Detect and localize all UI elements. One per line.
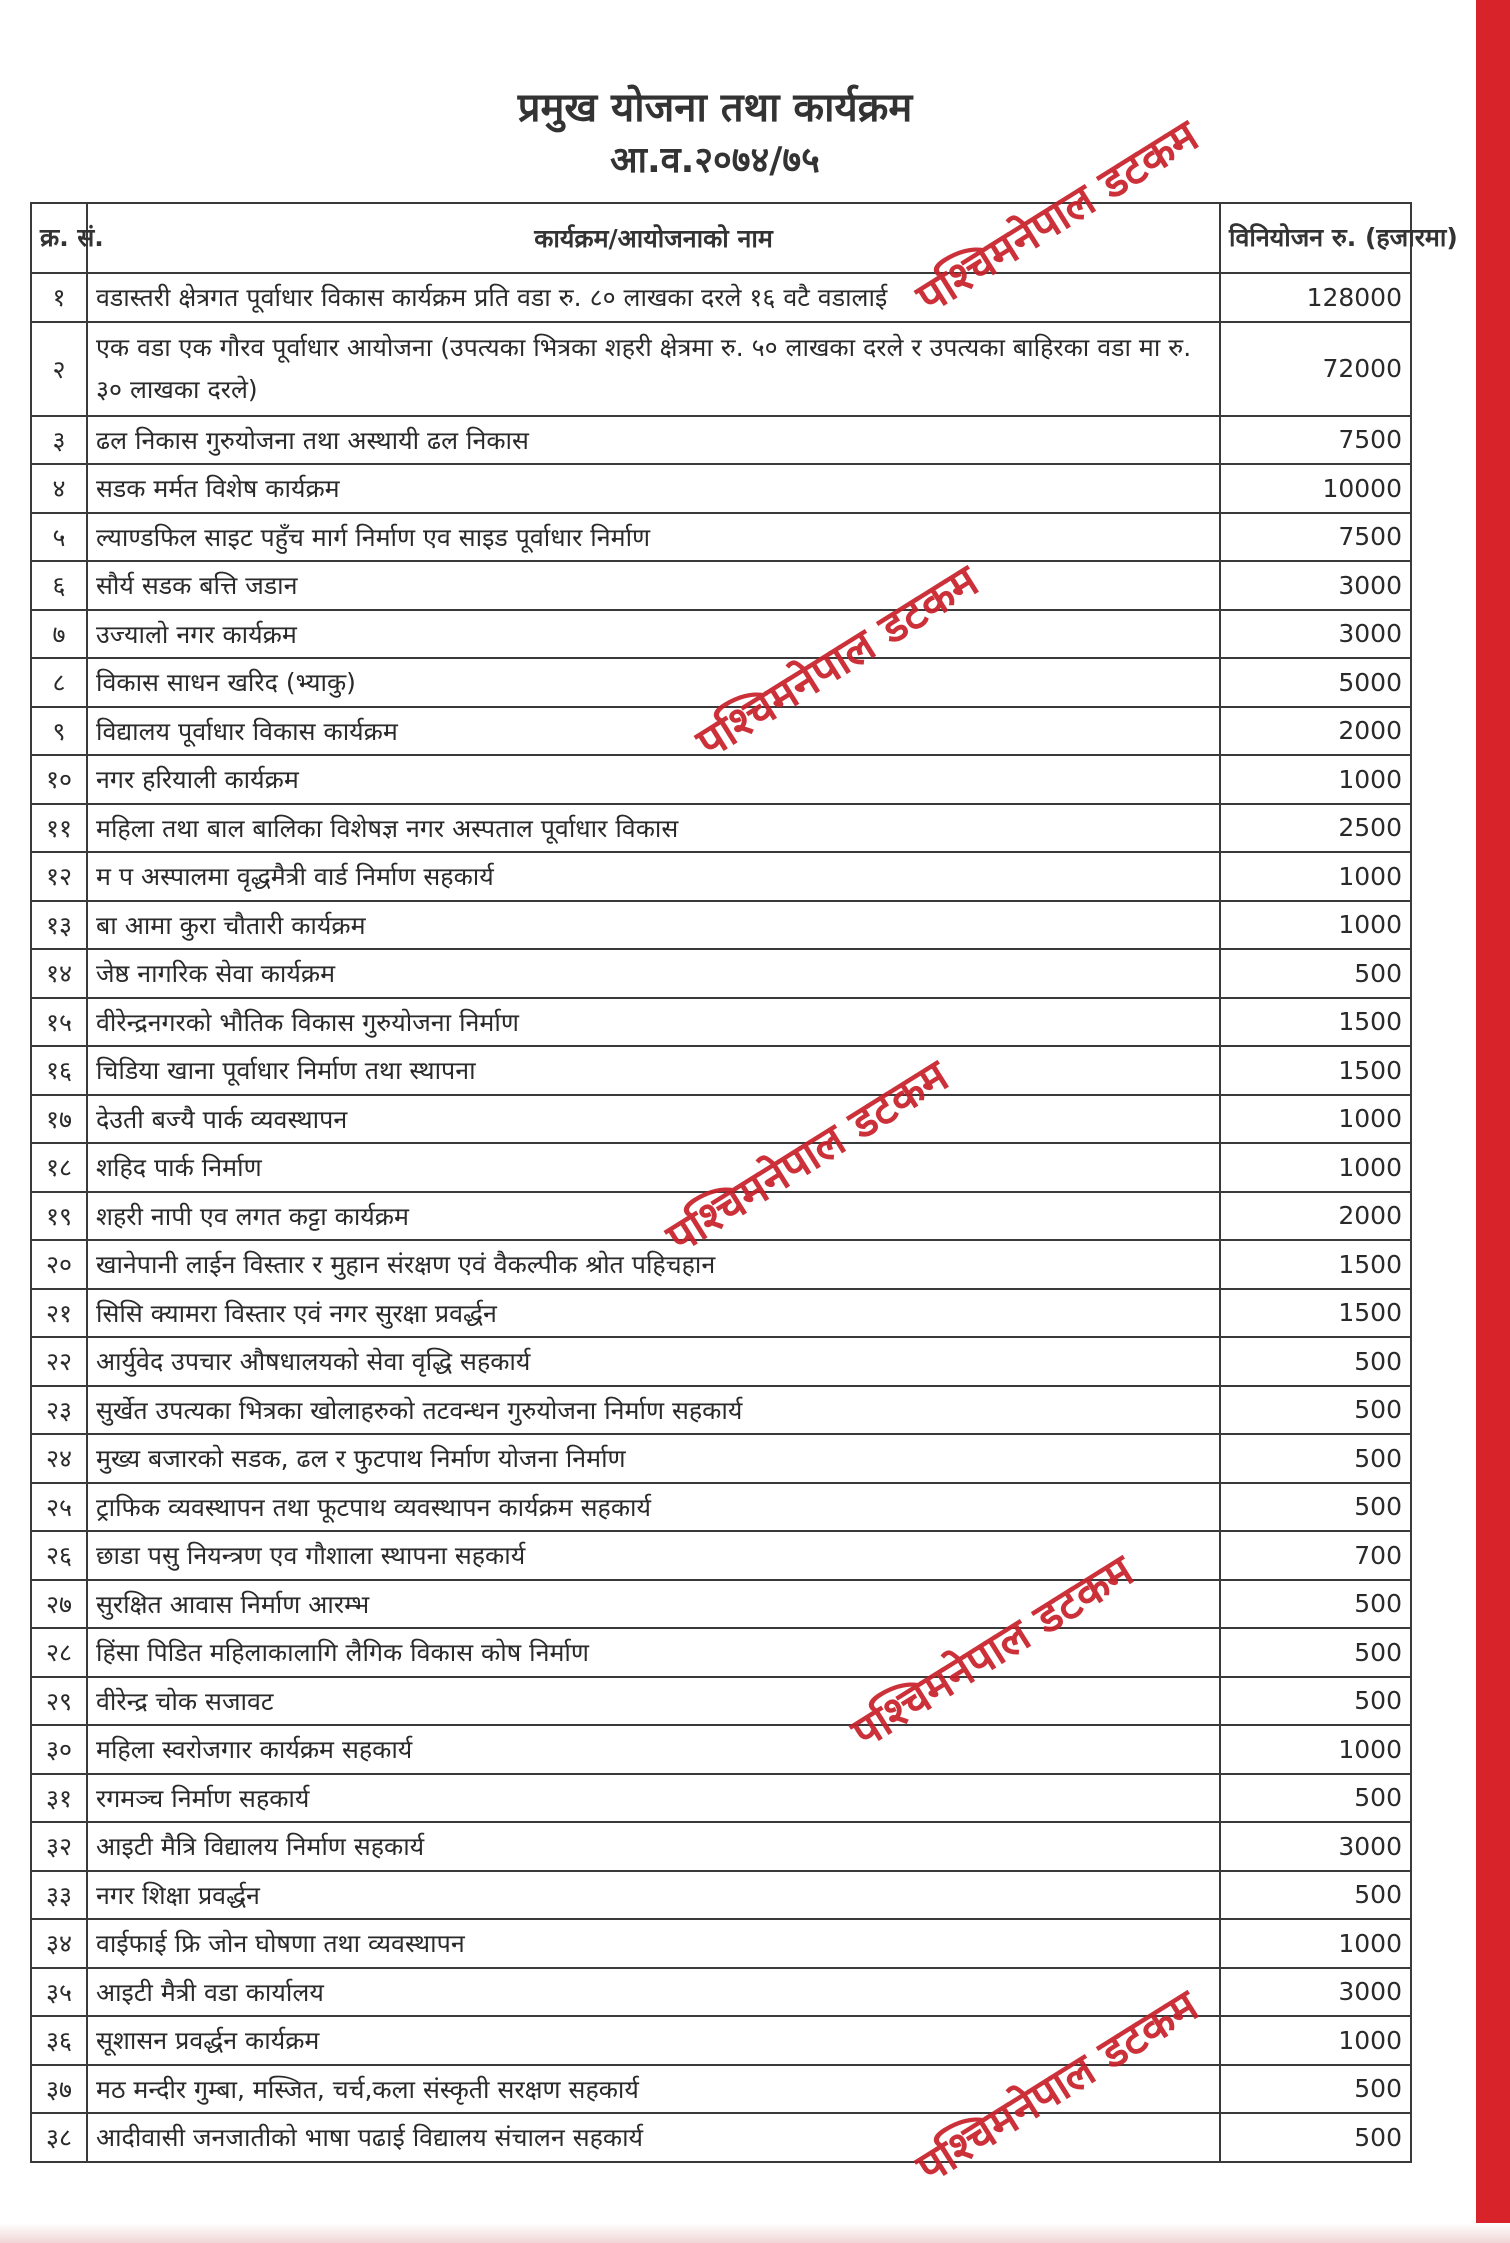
row-serial-number: १८ [31, 1143, 87, 1192]
row-program-name: महिला स्वरोजगार कार्यक्रम सहकार्य [87, 1725, 1220, 1774]
row-serial-number: २९ [31, 1677, 87, 1726]
row-program-name: रगमञ्च निर्माण सहकार्य [87, 1774, 1220, 1823]
row-allocation-amount: 500 [1220, 1628, 1411, 1677]
row-allocation-amount: 500 [1220, 1434, 1411, 1483]
row-allocation-amount: 1000 [1220, 1725, 1411, 1774]
row-serial-number: १ [31, 273, 87, 322]
row-allocation-amount: 1000 [1220, 1143, 1411, 1192]
row-allocation-amount: 2500 [1220, 804, 1411, 853]
table-row [31, 1531, 1411, 1580]
row-serial-number: २१ [31, 1289, 87, 1338]
table-row [31, 1240, 1411, 1289]
row-program-name: शहरी नापी एव लगत कट्टा कार्यक्रम [87, 1192, 1220, 1241]
table-row [31, 949, 1411, 998]
row-serial-number: १२ [31, 852, 87, 901]
row-allocation-amount: 72000 [1220, 322, 1411, 416]
row-allocation-amount: 500 [1220, 1483, 1411, 1532]
row-program-name: ट्राफिक व्यवस्थापन तथा फूटपाथ व्यवस्थापन कार्यक्रम सहकार्य [87, 1483, 1220, 1532]
row-allocation-amount: 7500 [1220, 513, 1411, 562]
table-row [31, 1337, 1411, 1386]
watermark-text: पश्चिमनेपाल डटकम [687, 555, 988, 769]
row-serial-number: ५ [31, 513, 87, 562]
row-program-name: ल्याण्डफिल साइट पहुँच मार्ग निर्माण एव साइड पूर्वाधार निर्माण [87, 513, 1220, 562]
row-serial-number: ३४ [31, 1919, 87, 1968]
table-row [31, 1968, 1411, 2017]
row-serial-number: ३७ [31, 2065, 87, 2114]
row-program-name: उज्यालो नगर कार्यक्रम [87, 610, 1220, 659]
row-program-name: सुर्खेत उपत्यका भित्रका खोलाहरुको तटवन्धन गुरुयोजना निर्माण सहकार्य [87, 1386, 1220, 1435]
row-serial-number: २४ [31, 1434, 87, 1483]
row-program-name: जेष्ठ नागरिक सेवा कार्यक्रम [87, 949, 1220, 998]
table-row [31, 1580, 1411, 1629]
table-row [31, 464, 1411, 513]
row-serial-number: २ [31, 322, 87, 416]
row-serial-number: ३३ [31, 1871, 87, 1920]
row-program-name: खानेपानी लाईन विस्तार र मुहान संरक्षण एवं वैकल्पीक श्रोत पहिचहान [87, 1240, 1220, 1289]
row-serial-number: १० [31, 755, 87, 804]
row-allocation-amount: 500 [1220, 2113, 1411, 2162]
table-row [31, 1677, 1411, 1726]
row-program-name: नगर हरियाली कार्यक्रम [87, 755, 1220, 804]
page-title: प्रमुख योजना तथा कार्यक्रम [517, 85, 913, 131]
row-allocation-amount: 2000 [1220, 707, 1411, 756]
row-allocation-amount: 1000 [1220, 1919, 1411, 1968]
row-allocation-amount: 128000 [1220, 273, 1411, 322]
row-program-name: हिंसा पिडित महिलाकालागि लैगिक विकास कोष निर्माण [87, 1628, 1220, 1677]
row-allocation-amount: 3000 [1220, 1968, 1411, 2017]
row-allocation-amount: 1500 [1220, 1046, 1411, 1095]
table-row [31, 1822, 1411, 1871]
row-serial-number: २७ [31, 1580, 87, 1629]
row-allocation-amount: 1500 [1220, 1289, 1411, 1338]
row-serial-number: २० [31, 1240, 87, 1289]
row-program-name: विद्यालय पूर्वाधार विकास कार्यक्रम [87, 707, 1220, 756]
row-allocation-amount: 1000 [1220, 2016, 1411, 2065]
watermark-text: पश्चिमनेपाल डटकम [907, 1980, 1208, 2194]
row-serial-number: ३५ [31, 1968, 87, 2017]
row-serial-number: ३ [31, 416, 87, 465]
row-program-name: वडास्तरी क्षेत्रगत पूर्वाधार विकास कार्यक्रम प्रति वडा रु. ८० लाखका दरले १६ वटै वडालाई [87, 273, 1220, 322]
row-allocation-amount: 3000 [1220, 610, 1411, 659]
header-program-name: कार्यक्रम/आयोजनाको नाम [87, 203, 1220, 273]
row-serial-number: १५ [31, 998, 87, 1047]
row-allocation-amount: 5000 [1220, 658, 1411, 707]
row-allocation-amount: 500 [1220, 1774, 1411, 1823]
row-program-name: मठ मन्दीर गुम्बा, मस्जित, चर्च,कला संस्कृती सरक्षण सहकार्य [87, 2065, 1220, 2114]
row-program-name: मुख्य बजारको सडक, ढल र फुटपाथ निर्माण योजना निर्माण [87, 1434, 1220, 1483]
row-allocation-amount: 1500 [1220, 998, 1411, 1047]
row-allocation-amount: 1000 [1220, 755, 1411, 804]
row-program-name: आदीवासी जनजातीको भाषा पढाई विद्यालय संचालन सहकार्य [87, 2113, 1220, 2162]
table-row [31, 901, 1411, 950]
table-row [31, 273, 1411, 322]
table-row [31, 1628, 1411, 1677]
header-serial-number: क्र. सं. [31, 203, 87, 273]
row-program-name: छाडा पसु नियन्त्रण एव गौशाला स्थापना सहकार्य [87, 1531, 1220, 1580]
row-program-name: सौर्य सडक बत्ति जडान [87, 561, 1220, 610]
page-bottom-edge [0, 2223, 1510, 2243]
row-allocation-amount: 3000 [1220, 561, 1411, 610]
watermark-text: पश्चिमनेपाल डटकम [657, 1050, 958, 1264]
row-serial-number: ६ [31, 561, 87, 610]
row-allocation-amount: 500 [1220, 1337, 1411, 1386]
row-program-name: आइटी मैत्री वडा कार्यालय [87, 1968, 1220, 2017]
row-program-name: एक वडा एक गौरव पूर्वाधार आयोजना (उपत्यका भित्रका शहरी क्षेत्रमा रु. ५० लाखका दरले र उपत्यका बाहिरका वडा मा रु. ३० लाखका दरले) [87, 322, 1220, 416]
row-allocation-amount: 10000 [1220, 464, 1411, 513]
row-allocation-amount: 7500 [1220, 416, 1411, 465]
table-row [31, 2113, 1411, 2162]
row-allocation-amount: 3000 [1220, 1822, 1411, 1871]
table-row [31, 1046, 1411, 1095]
table-row [31, 416, 1411, 465]
table-row [31, 998, 1411, 1047]
watermark-text: पश्चिमनेपाल डटकम [842, 1545, 1143, 1759]
table-row [31, 1774, 1411, 1823]
row-serial-number: १४ [31, 949, 87, 998]
row-serial-number: ३१ [31, 1774, 87, 1823]
row-program-name: वीरेन्द्रनगरको भौतिक विकास गुरुयोजना निर्माण [87, 998, 1220, 1047]
row-program-name: देउती बज्यै पार्क व्यवस्थापन [87, 1095, 1220, 1144]
row-serial-number: ७ [31, 610, 87, 659]
row-allocation-amount: 500 [1220, 1871, 1411, 1920]
row-serial-number: ११ [31, 804, 87, 853]
header-allocation: विनियोजन रु. (हजारमा) [1220, 203, 1411, 273]
table-row [31, 1289, 1411, 1338]
row-program-name: आइटी मैत्रि विद्यालय निर्माण सहकार्य [87, 1822, 1220, 1871]
row-serial-number: १६ [31, 1046, 87, 1095]
row-program-name: चिडिया खाना पूर्वाधार निर्माण तथा स्थापना [87, 1046, 1220, 1095]
row-program-name: सुरक्षित आवास निर्माण आरम्भ [87, 1580, 1220, 1629]
row-serial-number: ९ [31, 707, 87, 756]
row-program-name: वाईफाई फ्रि जोन घोषणा तथा व्यवस्थापन [87, 1919, 1220, 1968]
row-program-name: विकास साधन खरिद (भ्याकु) [87, 658, 1220, 707]
table-row [31, 610, 1411, 659]
table-row [31, 1725, 1411, 1774]
row-allocation-amount: 700 [1220, 1531, 1411, 1580]
row-program-name: महिला तथा बाल बालिका विशेषज्ञ नगर अस्पताल पूर्वाधार विकास [87, 804, 1220, 853]
row-allocation-amount: 1000 [1220, 901, 1411, 950]
row-serial-number: १७ [31, 1095, 87, 1144]
row-program-name: सूशासन प्रवर्द्धन कार्यक्रम [87, 2016, 1220, 2065]
row-serial-number: ८ [31, 658, 87, 707]
row-serial-number: ३६ [31, 2016, 87, 2065]
row-program-name: आर्युवेद उपचार औषधालयको सेवा वृद्धि सहकार्य [87, 1337, 1220, 1386]
row-allocation-amount: 500 [1220, 2065, 1411, 2114]
table-row [31, 1095, 1411, 1144]
row-allocation-amount: 500 [1220, 1386, 1411, 1435]
row-allocation-amount: 500 [1220, 1677, 1411, 1726]
row-serial-number: २५ [31, 1483, 87, 1532]
row-allocation-amount: 500 [1220, 949, 1411, 998]
table-row [31, 2065, 1411, 2114]
row-serial-number: ३८ [31, 2113, 87, 2162]
watermark-text: पश्चिमनेपाल डटकम [907, 110, 1208, 324]
row-program-name: सिसि क्यामरा विस्तार एवं नगर सुरक्षा प्रवर्द्धन [87, 1289, 1220, 1338]
table-row [31, 513, 1411, 562]
row-allocation-amount: 500 [1220, 1580, 1411, 1629]
row-program-name: बा आमा कुरा चौतारी कार्यक्रम [87, 901, 1220, 950]
row-allocation-amount: 2000 [1220, 1192, 1411, 1241]
table-row [31, 1386, 1411, 1435]
fiscal-year-subtitle: आ.व.२०७४/७५ [610, 140, 820, 181]
row-program-name: ढल निकास गुरुयोजना तथा अस्थायी ढल निकास [87, 416, 1220, 465]
row-serial-number: २६ [31, 1531, 87, 1580]
row-allocation-amount: 1500 [1220, 1240, 1411, 1289]
table-row [31, 804, 1411, 853]
table-row [31, 852, 1411, 901]
table-row [31, 1434, 1411, 1483]
row-serial-number: ४ [31, 464, 87, 513]
table-row [31, 1871, 1411, 1920]
table-row [31, 561, 1411, 610]
row-allocation-amount: 1000 [1220, 1095, 1411, 1144]
row-program-name: म प अस्पालमा वृद्धमैत्री वार्ड निर्माण सहकार्य [87, 852, 1220, 901]
table-row [31, 1919, 1411, 1968]
row-allocation-amount: 1000 [1220, 852, 1411, 901]
row-serial-number: २२ [31, 1337, 87, 1386]
row-program-name: सडक मर्मत विशेष कार्यक्रम [87, 464, 1220, 513]
page-edge-stripe [1476, 0, 1510, 2243]
row-serial-number: ३० [31, 1725, 87, 1774]
table-row [31, 322, 1411, 416]
table-row [31, 1483, 1411, 1532]
row-serial-number: १९ [31, 1192, 87, 1241]
row-program-name: शहिद पार्क निर्माण [87, 1143, 1220, 1192]
row-program-name: नगर शिक्षा प्रवर्द्धन [87, 1871, 1220, 1920]
row-program-name: वीरेन्द्र चोक सजावट [87, 1677, 1220, 1726]
row-serial-number: १३ [31, 901, 87, 950]
row-serial-number: ३२ [31, 1822, 87, 1871]
table-header-row [31, 203, 1411, 273]
row-serial-number: २३ [31, 1386, 87, 1435]
row-serial-number: २८ [31, 1628, 87, 1677]
